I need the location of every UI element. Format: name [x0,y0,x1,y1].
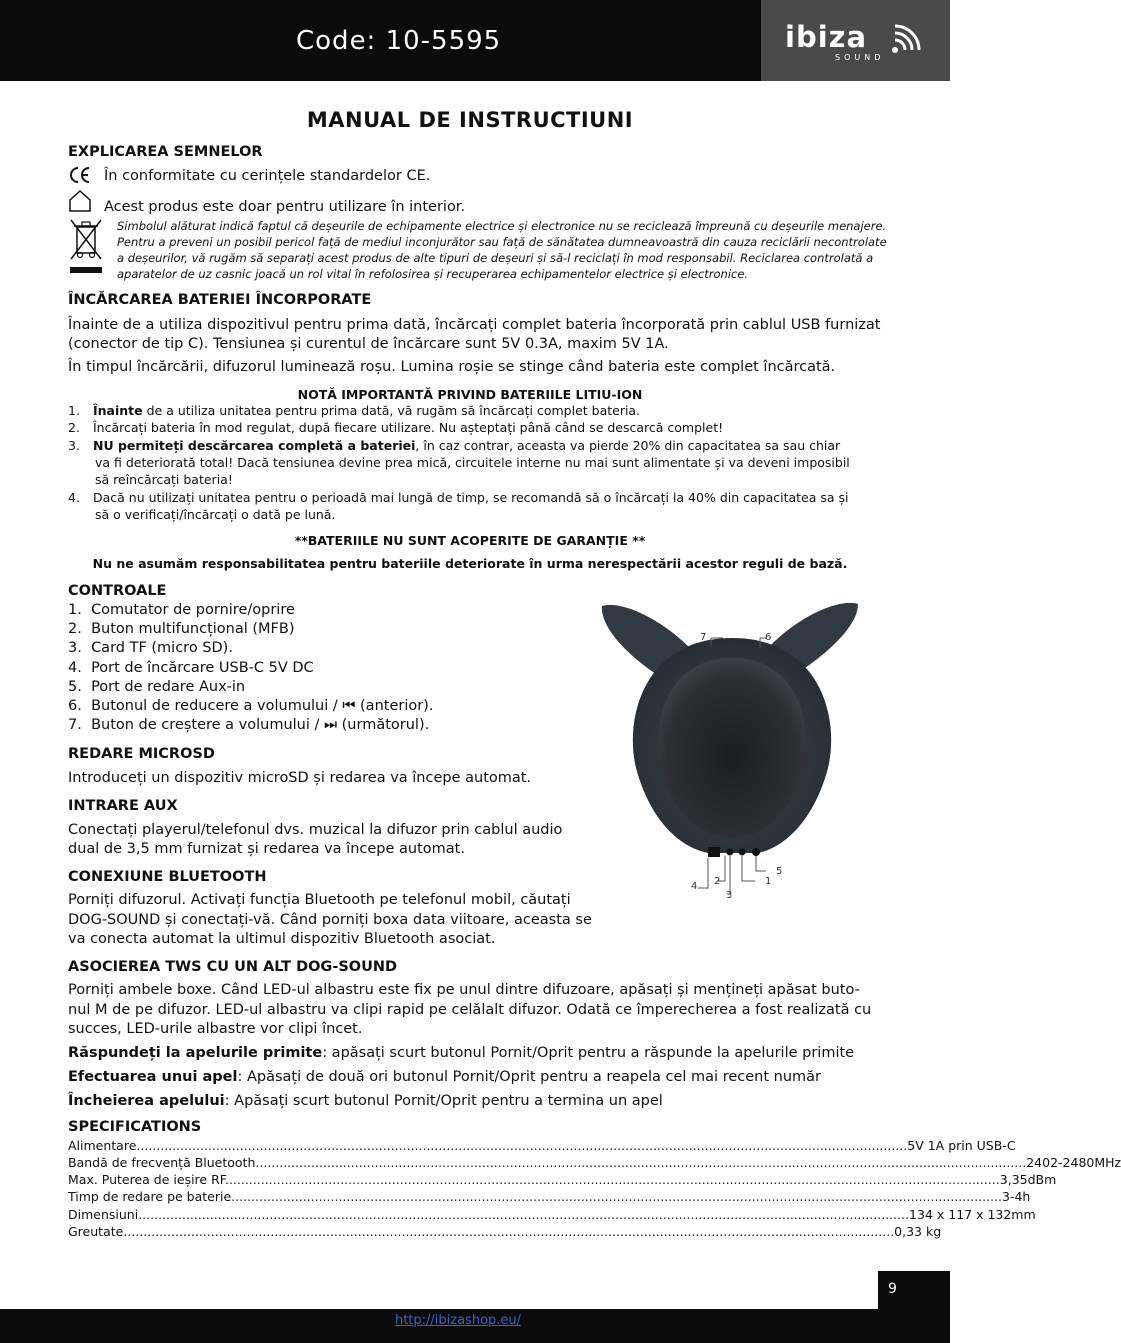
bluetooth-line-2: DOG-SOUND și conectați-vă. Când porniți boxa data viitoare, aceasta se [68,912,592,928]
battery-p1-line1: Înainte de a utiliza dispozitivul pentru prima dată, încărcați complet bateria încorporată prin cablul USB furnizat [68,317,881,333]
controls-heading: CONTROALE [68,583,167,599]
callout-7: 7 [700,632,707,643]
bluetooth-line-3: va conecta automat la ultimul dispozitiv Bluetooth asociat. [68,931,496,947]
aux-heading: INTRARE AUX [68,798,178,814]
page-number: 9 [888,1281,897,1297]
dog-speaker-image [590,598,875,898]
weee-line-1: Simbolul alăturat indică faptul că deșeurile de echipamente electrice și electronice nu se reciclează împreună cu deșeurile menajere. [117,219,887,233]
callout-2: 2 [714,876,721,887]
sound-waves-icon [889,28,925,60]
weee-bin-icon [68,217,104,275]
spec-row-dimensions: Dimensiuni .................................................................................................................................................................................................. 134 x 117 x 132mm [68,1207,1036,1222]
logo-word: ibiza [785,20,868,54]
spec-row-power: Alimentare .................................................................................................................................................................................................. 5V 1A prin USB-C [68,1138,1016,1153]
control-item-4: 4. Port de încărcare USB-C 5V DC [68,660,314,676]
callout-5: 5 [776,866,783,877]
weee-line-2: Pentru a preveni un posibil pericol față de mediul inconjurător sau față de sănătatea dumneavoastră din cauza reciclării necontrolate [117,235,887,249]
tws-answer: Răspundeți la apelurile primite: apăsați scurt butonul Pornit/Oprit pentru a răspunde la apelurile primite [68,1045,855,1061]
microsd-text: Introduceți un dispozitiv microSD și redarea va începe automat. [68,770,532,786]
callout-3: 3 [726,890,733,901]
signs-heading: EXPLICAREA SEMNELOR [68,144,263,160]
tws-end: Încheierea apelului: Apăsați scurt butonul Pornit/Oprit pentru a termina un apel [68,1093,663,1109]
callout-1: 1 [765,876,772,887]
aux-line-2: dual de 3,5 mm furnizat și redarea va începe automat. [68,841,465,857]
page-number-box [878,1271,950,1343]
tws-line-2: nul M de pe difuzor. LED-ul albastru va clipi rapid pe celălalt difuzor. Odată ce împerecherea a fost realizată cu [68,1002,872,1018]
product-code: Code: 10-5595 [296,26,502,56]
microsd-heading: REDARE MICROSD [68,746,215,762]
specs-heading: SPECIFICATIONS [68,1119,202,1135]
tws-call: Efectuarea unui apel: Apăsați de două ori butonul Pornit/Oprit pentru a reapela cel mai recent număr [68,1069,821,1085]
control-item-7: 7. Buton de creștere a volumului / ⏭ (următorul). [68,717,430,733]
indoor-house-icon [68,189,92,213]
brand-logo [761,0,950,81]
control-item-6: 6. Butonul de reducere a volumului / ⏮ (anterior). [68,698,434,714]
logo-subtitle: SOUND [835,53,885,62]
spec-row-bluetooth-band: Bandă de frecvență Bluetooth .................................................................................................................................................................................................. 2402-2480MHz [68,1155,1121,1170]
battery-p2: În timpul încărcării, difuzorul luminează roșu. Lumina roșie se stinge când bateria este complet încărcată. [68,359,836,375]
bluetooth-heading: CONEXIUNE BLUETOOTH [68,869,267,885]
warranty-note: **BATERIILE NU SUNT ACOPERITE DE GARANȚIE ** [294,533,646,548]
tws-heading: ASOCIEREA TWS CU UN ALT DOG-SOUND [68,959,398,975]
callout-6: 6 [765,632,772,643]
header-bar [0,0,950,81]
ce-text: În conformitate cu cerințele standardelor CE. [104,168,431,184]
footer-link[interactable]: http://ibizashop.eu/ [394,1313,522,1328]
control-item-1: 1. Comutator de pornire/oprire [68,602,295,618]
callout-4: 4 [691,881,698,892]
spec-row-weight: Greutate .................................................................................................................................................................................................. 0,33 kg [68,1224,942,1239]
note-heading: NOTĂ IMPORTANTĂ PRIVIND BATERIILE LITIU-ION [297,387,643,402]
indoor-text: Acest produs este doar pentru utilizare în interior. [104,199,466,215]
aux-line-1: Conectați playerul/telefonul dvs. muzical la difuzor prin cablul audio [68,822,563,838]
weee-line-4: aparatelor de uz casnic joacă un rol vital în refolosirea și recuperarea echipamentelor electrice și electronice. [117,267,749,281]
footer-bar [0,1309,878,1343]
battery-heading: ÎNCĂRCAREA BATERIEI ÎNCORPORATE [68,292,372,308]
control-item-3: 3. Card TF (micro SD). [68,640,233,656]
page-title: MANUAL DE INSTRUCTIUNI [306,108,634,132]
ce-mark-icon [68,166,92,184]
control-item-2: 2. Buton multifuncțional (MFB) [68,621,295,637]
liability-note: Nu ne asumăm responsabilitatea pentru bateriile deteriorate în urma nerespectării acestor reguli de bază. [92,556,848,571]
spec-row-rf-power: Max. Puterea de ieșire RF. .................................................................................................................................................................................................. 3,35dBm [68,1172,1057,1187]
tws-line-1: Porniți ambele boxe. Când LED-ul albastru este fix pe unul dintre difuzoare, apăsați și mențineți apăsat buto- [68,982,860,998]
tws-line-3: succes, LED-urile albastre vor clipi încet. [68,1021,363,1037]
bluetooth-line-1: Porniți difuzorul. Activați funcția Bluetooth pe telefonul mobil, căutați [68,892,571,908]
weee-line-3: a deșeurilor, vă rugăm să separați acest produs de alte tipuri de deșeuri și să-l reciclați în mod responsabil. Reciclarea controlată a [117,251,874,265]
control-item-5: 5. Port de redare Aux-in [68,679,246,695]
spec-row-playtime: Timp de redare pe baterie .................................................................................................................................................................................................. 3-4h [68,1189,1031,1204]
battery-p1-line2: (conector de tip C). Tensiunea și curentul de încărcare sunt 5V 0.3A, maxim 5V 1A. [68,336,669,352]
